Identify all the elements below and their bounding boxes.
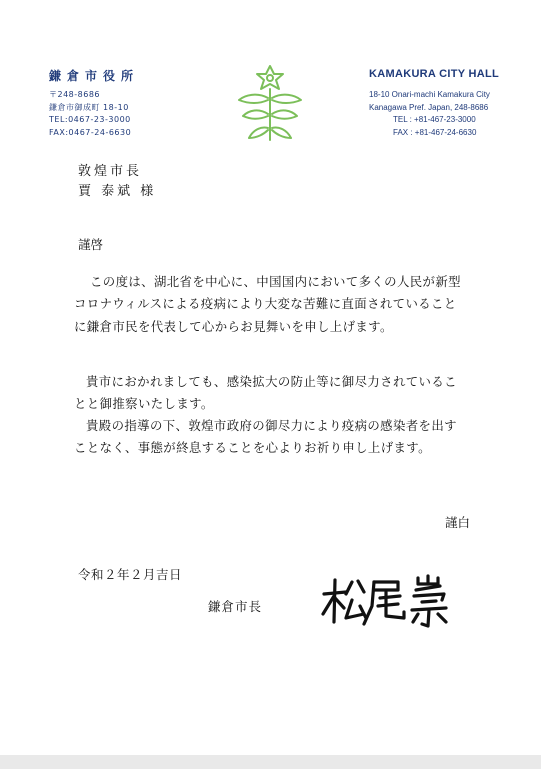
fax-jp: FAX:0467-24-6630: [49, 127, 132, 137]
postal-code: 〒248-8686: [49, 90, 101, 99]
letterhead-jp-contact: [49, 89, 131, 139]
city-hall-name-jp: 鎌倉市役所: [49, 69, 140, 83]
tel-en: TEL : +81-467-23-3000: [393, 115, 476, 124]
letter-paragraph-3: 貴殿の指導の下、敦煌市政府の御尽力により疫病の感染者を出すことなく、事態が終息することを心よりお祈り申し上げます。: [74, 418, 457, 456]
closing-salutation: 謹白: [444, 515, 470, 530]
kamakura-rindo-emblem-icon: [237, 62, 303, 144]
letter-paragraph-2: 貴市におかれましても、感染拡大の防止等に御尽力されていることと御推察いたします。: [74, 374, 457, 412]
opening-salutation: 謹啓: [78, 237, 104, 252]
address-en-line1: 18-10 Onari-machi Kamakura City: [369, 90, 490, 99]
tel-jp: TEL:0467-23-3000: [49, 115, 131, 124]
addressee-name: 賈 泰斌 様: [78, 184, 157, 199]
address-en-line2: Kanagawa Pref. Japan, 248-8686: [369, 102, 489, 112]
page-bottom-edge: [0, 755, 541, 769]
letterhead-en-contact: [369, 89, 490, 139]
letter-paragraph-1: この度は、湖北省を中心に、中国国内において多くの人民が新型コロナウィルスによる疫病により大変な苦難に直面されていることに鎌倉市民を代表して心からお見舞いを申し上げます。: [74, 274, 461, 334]
sender-title: 鎌倉市長: [208, 599, 263, 614]
addressee-title: 敦煌市長: [78, 164, 143, 179]
addressee: [78, 162, 156, 202]
letter-date: 令和２年２月吉日: [78, 567, 183, 582]
fax-en: FAX : +81-467-24-6630: [393, 127, 477, 137]
city-hall-name-en: KAMAKURA CITY HALL: [369, 68, 500, 80]
address-jp: 鎌倉市御成町 18-10: [49, 102, 129, 112]
handwritten-signature: [318, 572, 458, 628]
